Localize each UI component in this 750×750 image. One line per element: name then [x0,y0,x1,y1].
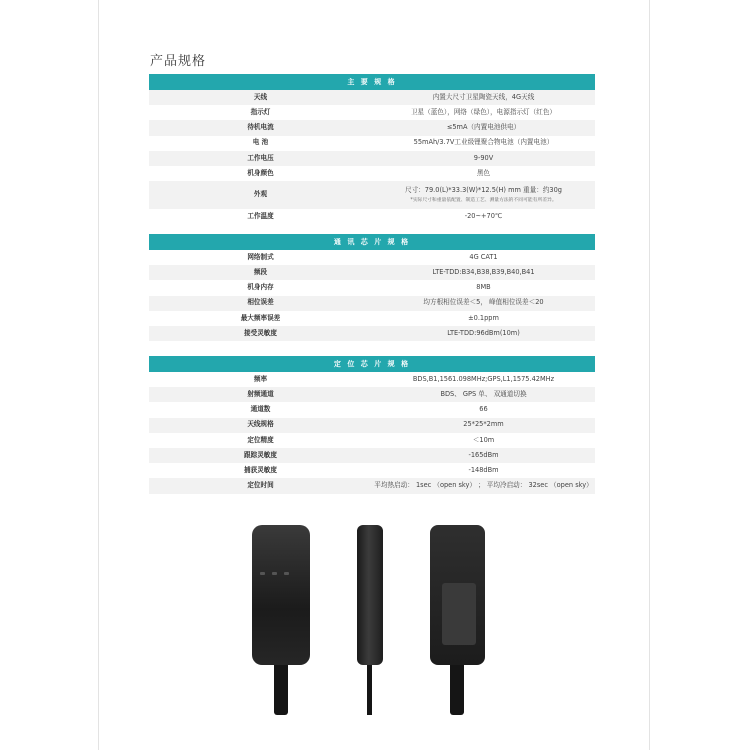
spec-value: -20~+70℃ [372,209,595,224]
spec-value: 均方根相位误差＜5， 峰值相位误差＜20 [372,296,595,311]
side-device-cable [367,660,372,715]
spec-key: 网络制式 [149,250,372,265]
spec-value: 55mAh/3.7V工业级锂聚合物电池（内置电池） [372,136,595,151]
spec-key: 机身内存 [149,280,372,295]
spec-value: 平均热启动： 1sec （open sky） ； 平均冷启动： 32sec （open sky） [372,478,595,493]
back-device-cable [450,660,464,715]
main-spec-table [149,74,595,224]
device-front-photo [252,525,310,665]
spec-key: 机身颜色 [149,166,372,181]
device-back-photo [430,525,485,665]
spec-key: 天线 [149,90,372,105]
spec-value: 9-90V [372,151,595,166]
spec-value: 4G CAT1 [372,250,595,265]
spec-key: 最大频率误差 [149,311,372,326]
spec-value: -148dBm [372,463,595,478]
spec-value: 66 [372,402,595,417]
spec-key: 接受灵敏度 [149,326,372,341]
spec-key: 天线规格 [149,418,372,433]
spec-value: ≤5mA（内置电池供电） [372,120,595,135]
spec-key: 跟踪灵敏度 [149,448,372,463]
section-heading: 定 位 芯 片 规 格 [149,356,595,372]
spec-key: 指示灯 [149,105,372,120]
spec-value: BDS,B1,1561.098MHz;GPS,L1,1575.42MHz [372,372,595,387]
spec-value: LTE-TDD:B34,B38,B39,B40,B41 [372,265,595,280]
spec-value: BDS、 GPS 单、 双通道切换 [372,387,595,402]
spec-key: 待机电流 [149,120,372,135]
back-label-panel [442,583,476,645]
spec-value: 尺寸：79.0(L)*33.3(W)*12.5(H) mm 重量：约30g [405,186,562,195]
spec-key: 相位误差 [149,296,372,311]
spec-key: 电 池 [149,136,372,151]
indicator-lights [260,560,302,568]
spec-value: 8MB [372,280,595,295]
spec-key: 工作温度 [149,209,372,224]
section-heading: 主 要 规 格 [149,74,595,90]
spec-key: 定位精度 [149,433,372,448]
spec-value: ＜10m [372,433,595,448]
spec-value: 卫星（蓝色），网络（绿色），电源指示灯（红色） [372,105,595,120]
page-title: 产品规格 [150,54,207,69]
spec-key: 通道数 [149,402,372,417]
section-heading: 通 讯 芯 片 规 格 [149,234,595,250]
spec-key: 频率 [149,372,372,387]
spec-key: 捕获灵敏度 [149,463,372,478]
spec-value: 内置大尺寸卫星陶瓷天线，4G天线 [372,90,595,105]
spec-key: 频段 [149,265,372,280]
spec-value: 黑色 [372,166,595,181]
spec-note: *实际尺寸和重量依配置、制造工艺、测量方法的不同可能有所差异。 [410,197,557,203]
positioning-chip-spec-table [149,356,595,494]
spec-value: ±0.1ppm [372,311,595,326]
spec-key: 射频通道 [149,387,372,402]
device-side-photo [357,525,383,665]
spec-value: -165dBm [372,448,595,463]
spec-key: 定位时间 [149,478,372,493]
comm-chip-spec-table [149,234,595,341]
spec-value: 25*25*2mm [372,418,595,433]
spec-key: 外观 [149,181,372,209]
spec-key: 工作电压 [149,151,372,166]
front-device-cable [274,660,288,715]
spec-value-cell [372,181,595,209]
spec-value: LTE-TDD:96dBm(10m) [372,326,595,341]
